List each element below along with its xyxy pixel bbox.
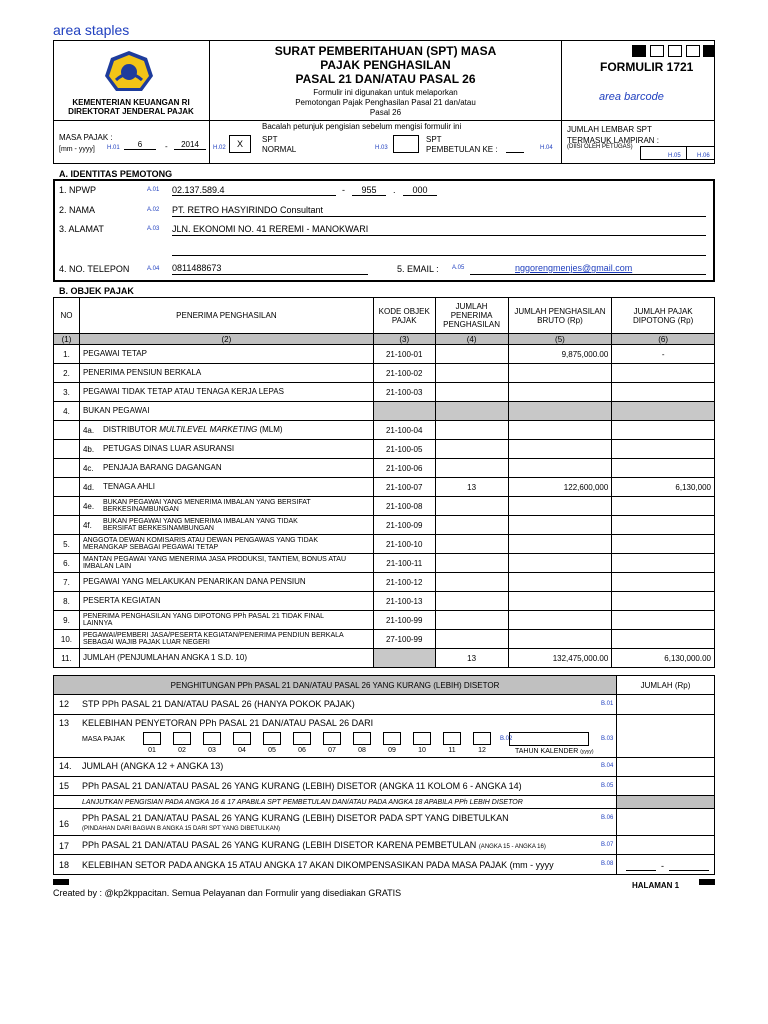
table-row — [54, 554, 715, 573]
row-label — [79, 421, 373, 440]
kode-objek-cell: 21-100-02 — [373, 364, 435, 383]
pajak-cell[interactable] — [612, 383, 715, 402]
npwp-sep1: - — [342, 185, 345, 195]
row-name: PENJAJA BARANG DAGANGAN — [102, 463, 222, 472]
telepon-label: 4. NO. TELEPON — [59, 264, 130, 274]
jumlah-penerima-cell[interactable] — [435, 345, 508, 364]
calc-header: PENGHITUNGAN PPh PASAL 21 DAN/ATAU PASAL 26 YANG KURANG (LEBIH) DISETOR — [53, 675, 617, 695]
jumlah-penerima-cell[interactable] — [435, 630, 508, 649]
table-row — [54, 573, 715, 592]
row13-no: 13 — [59, 718, 70, 728]
telepon-field[interactable]: 0811488673 — [172, 263, 368, 275]
bruto-cell[interactable]: 132,475,000.00 — [508, 649, 612, 668]
row16-no: 16 — [59, 819, 70, 829]
ministry-name: KEMENTERIAN KEUANGAN RI DIREKTORAT JENDERAL PAJAK — [68, 98, 194, 116]
row-number — [54, 478, 80, 497]
page-title: SURAT PEMBERITAHUAN (SPT) MASA PAJAK PENGHASILAN PASAL 21 DAN/ATAU PASAL 26 — [274, 44, 497, 86]
row13-masa-label: MASA PAJAK — [82, 736, 126, 743]
calc-section — [53, 675, 715, 875]
row-sub-number: 4f. — [82, 520, 92, 530]
jumlah-penerima-cell[interactable]: 13 — [435, 478, 508, 497]
npwp-part2[interactable]: 955 — [352, 185, 386, 196]
month-checkbox[interactable] — [353, 732, 371, 745]
table-row — [54, 383, 715, 402]
row-number — [54, 497, 80, 516]
month-checkbox[interactable] — [293, 732, 311, 745]
month-checkbox[interactable] — [173, 732, 191, 745]
kode-objek-cell: 21-100-12 — [373, 573, 435, 592]
table-row — [54, 421, 715, 440]
row14-text: JUMLAH (ANGKA 12 + ANGKA 13) — [82, 761, 224, 771]
row-name: PEGAWAI YANG MELAKUKAN PENARIKAN DANA PENSIUN — [82, 577, 306, 586]
code-a03: A.03 — [147, 226, 160, 232]
code-h06: H.06 — [697, 153, 710, 159]
bruto-cell[interactable] — [508, 592, 612, 611]
kode-objek-cell — [373, 649, 435, 668]
pajak-cell[interactable] — [612, 440, 715, 459]
spt-pembetulan-label: SPT PEMBETULAN KE : — [426, 135, 498, 154]
jumlah-penerima-cell[interactable] — [435, 573, 508, 592]
colnum: (1) — [54, 334, 80, 345]
bruto-cell[interactable] — [508, 611, 612, 630]
lampiran-label: JUMLAH LEMBAR SPT TERMASUK LAMPIRAN : — [567, 125, 660, 145]
colnum: (3) — [373, 334, 435, 345]
pajak-cell[interactable] — [612, 573, 715, 592]
row-number: 9. — [54, 611, 80, 630]
row-sub-number: 4d. — [82, 482, 95, 492]
npwp-part1[interactable]: 02.137.589.4 — [172, 185, 336, 196]
table-row — [54, 611, 715, 630]
header-jumlah-penerima: JUMLAH PENERIMA PENGHASILAN — [435, 298, 508, 334]
row-sub-number: 4c. — [82, 463, 94, 473]
pajak-cell[interactable] — [612, 421, 715, 440]
row-label — [79, 535, 373, 554]
row-sub-number: 4e. — [82, 501, 95, 511]
lampiran-note: (DIISI OLEH PETUGAS) — [567, 144, 633, 150]
jumlah-penerima-cell[interactable] — [435, 535, 508, 554]
code-a02: A.02 — [147, 207, 160, 213]
table-row — [54, 345, 715, 364]
bruto-cell[interactable] — [508, 554, 612, 573]
table-row — [54, 478, 715, 497]
colnum: (6) — [612, 334, 715, 345]
pajak-cell[interactable]: 6,130,000 — [612, 478, 715, 497]
jumlah-penerima-cell[interactable]: 13 — [435, 649, 508, 668]
bruto-cell[interactable] — [508, 383, 612, 402]
row-number: 2. — [54, 364, 80, 383]
row-name: PEGAWAI TIDAK TETAP ATAU TENAGA KERJA LEPAS — [82, 387, 284, 396]
row-name: TENAGA AHLI — [102, 482, 155, 491]
code-h04: H.04 — [540, 145, 553, 151]
bruto-cell[interactable]: 9,875,000.00 — [508, 345, 612, 364]
bruto-cell[interactable] — [508, 516, 612, 535]
masa-year-field[interactable]: 2014 — [174, 140, 206, 150]
row14-no: 14. — [59, 761, 72, 771]
bruto-cell[interactable] — [508, 421, 612, 440]
month-checkbox[interactable] — [233, 732, 251, 745]
kode-objek-cell: 21-100-07 — [373, 478, 435, 497]
bruto-cell[interactable] — [508, 535, 612, 554]
month-checkbox[interactable] — [323, 732, 341, 745]
code-b02: B.02 — [500, 736, 513, 742]
footer-marker-right — [699, 879, 715, 885]
row-label — [79, 554, 373, 573]
row18-no: 18 — [59, 860, 70, 870]
row-name: PENERIMA PENGHASILAN YANG DIPOTONG PPh PASAL 21 TIDAK FINAL LAINNYA — [82, 613, 324, 627]
kode-objek-cell: 21-100-11 — [373, 554, 435, 573]
row18-text: KELEBIHAN SETOR PADA ANGKA 15 ATAU ANGKA 17 AKAN DIKOMPENSASIKAN PADA MASA PAJAK (mm - yyyy — [82, 860, 554, 870]
kode-objek-cell: 21-100-99 — [373, 611, 435, 630]
marker-block — [632, 45, 646, 57]
kode-objek-cell: 21-100-13 — [373, 592, 435, 611]
masa-pajak-label: MASA PAJAK : — [59, 133, 113, 142]
row-name: ANGGOTA DEWAN KOMISARIS ATAU DEWAN PENGAWAS YANG TIDAK MERANGKAP SEBAGAI PEGAWAI TETAP — [82, 537, 319, 551]
row-name: DISTRIBUTOR MULTILEVEL MARKETING (MLM) — [102, 425, 283, 434]
pajak-cell[interactable]: 6,130,000.00 — [612, 649, 715, 668]
code-b06: B.06 — [601, 815, 614, 821]
row-label — [79, 630, 373, 649]
month-label: 01 — [148, 747, 156, 754]
row-name: PESERTA KEGIATAN — [82, 596, 161, 605]
table-row — [54, 630, 715, 649]
row-number: 6. — [54, 554, 80, 573]
jumlah-penerima-cell[interactable] — [435, 421, 508, 440]
amount-header: JUMLAH (Rp) — [616, 675, 715, 695]
tahun-kalender-label: TAHUN KALENDER (yyyy) — [515, 748, 594, 755]
row-label — [79, 478, 373, 497]
section-a-title: A. IDENTITAS PEMOTONG — [59, 169, 173, 179]
kode-objek-cell — [373, 402, 435, 421]
row12-no: 12 — [59, 699, 70, 709]
section-b-title: B. OBJEK PAJAK — [59, 286, 134, 296]
month-checkbox[interactable] — [473, 732, 491, 745]
colnum: (5) — [508, 334, 612, 345]
row-label — [79, 497, 373, 516]
bruto-cell[interactable] — [508, 440, 612, 459]
table-row — [54, 402, 715, 421]
row-number: 5. — [54, 535, 80, 554]
code-a05: A.05 — [452, 265, 465, 271]
header-penerima: PENERIMA PENGHASILAN — [79, 298, 373, 334]
row-label — [79, 649, 373, 668]
row12-text: STP PPh PASAL 21 DAN/ATAU PASAL 26 (HANYA POKOK PAJAK) — [82, 699, 355, 709]
row-number — [54, 440, 80, 459]
footer-marker-left — [53, 879, 69, 885]
pajak-cell[interactable] — [612, 611, 715, 630]
kode-objek-cell: 21-100-06 — [373, 459, 435, 478]
kompensasi-dash: - — [661, 861, 664, 871]
colnum: (2) — [79, 334, 373, 345]
bruto-cell[interactable] — [508, 497, 612, 516]
row17-text: PPh PASAL 21 DAN/ATAU PASAL 26 YANG KURANG (LEBIH DISETOR KARENA PEMBETULAN (ANGKA 15 - ANGKA 16) — [82, 840, 546, 850]
kode-objek-cell: 21-100-05 — [373, 440, 435, 459]
row-label — [79, 383, 373, 402]
row-label — [79, 592, 373, 611]
npwp-part3[interactable]: 000 — [403, 185, 437, 196]
row-label — [79, 516, 373, 535]
bruto-cell[interactable] — [508, 364, 612, 383]
month-label: 07 — [328, 747, 336, 754]
table-row — [54, 440, 715, 459]
jumlah-penerima-cell[interactable] — [435, 497, 508, 516]
row-name: JUMLAH (PENJUMLAHAN ANGKA 1 S.D. 10) — [82, 653, 247, 662]
kode-objek-cell: 21-100-08 — [373, 497, 435, 516]
row-label — [79, 402, 373, 421]
month-label: 04 — [238, 747, 246, 754]
pajak-cell[interactable] — [612, 497, 715, 516]
row-number: 10. — [54, 630, 80, 649]
row-name: PEGAWAI TETAP — [82, 349, 147, 358]
month-label: 10 — [418, 747, 426, 754]
alamat-label: 3. ALAMAT — [59, 224, 104, 234]
row-name: BUKAN PEGAWAI YANG MENERIMA IMBALAN YANG TIDAK BERSIFAT BERKESINAMBUNGAN — [102, 518, 298, 532]
spt-normal-label: SPT NORMAL — [262, 135, 297, 154]
masa-pajak-format: [mm - yyyy] — [59, 146, 95, 153]
tahun-kalender-field[interactable] — [509, 732, 589, 746]
row-name: BUKAN PEGAWAI — [82, 406, 150, 415]
row-label — [79, 459, 373, 478]
row-number: 3. — [54, 383, 80, 402]
alamat-field-line2[interactable] — [172, 244, 706, 256]
jumlah-penerima-cell[interactable] — [435, 364, 508, 383]
table-row — [54, 364, 715, 383]
spt-pembetulan-checkbox[interactable] — [393, 135, 419, 153]
table-row — [54, 649, 715, 668]
row16-text: PPh PASAL 21 DAN/ATAU PASAL 26 YANG KURANG (LEBIH) DISETOR PADA SPT YANG DIBETULKAN — [82, 813, 509, 823]
instructions-text: Bacalah petunjuk pengisian sebelum mengisi formulir ini — [262, 122, 462, 131]
month-checkbox[interactable] — [443, 732, 461, 745]
row-label — [79, 364, 373, 383]
bruto-cell[interactable]: 122,600,000 — [508, 478, 612, 497]
code-h03: H.03 — [375, 145, 388, 151]
row-label — [79, 440, 373, 459]
row-name: PEGAWAI/PEMBERI JASA/PESERTA KEGIATAN/PENERIMA PENDIUN BERKALA SEBAGAI WAJIB PAJAK LUAR NEGERI — [82, 632, 344, 646]
footer-credit: Created by : @kp2kppacitan. Semua Pelayanan dan Formulir yang disediakan GRATIS — [53, 888, 402, 898]
kompensasi-month-field[interactable] — [626, 870, 656, 871]
table-row — [54, 459, 715, 478]
month-checkbox[interactable] — [263, 732, 281, 745]
jumlah-penerima-cell[interactable] — [435, 516, 508, 535]
nama-field[interactable]: PT. RETRO HASYIRINDO Consultant — [172, 205, 706, 217]
row-name: MANTAN PEGAWAI YANG MENERIMA JASA PRODUKSI, TANTIEM, BONUS ATAU IMBALAN LAIN — [82, 556, 347, 570]
email-label: 5. EMAIL : — [397, 264, 439, 274]
pajak-cell[interactable] — [612, 459, 715, 478]
code-a04: A.04 — [147, 266, 160, 272]
header-bruto: JUMLAH PENGHASILAN BRUTO (Rp) — [508, 298, 612, 334]
row-number — [54, 421, 80, 440]
kode-objek-cell: 21-100-09 — [373, 516, 435, 535]
pajak-cell[interactable] — [612, 402, 715, 421]
code-b04: B.04 — [601, 763, 614, 769]
row17-no: 17 — [59, 841, 70, 851]
code-b05: B.05 — [601, 783, 614, 789]
pajak-cell[interactable] — [612, 592, 715, 611]
row13-text: KELEBIHAN PENYETORAN PPh PASAL 21 DAN/ATAU PASAL 26 DARI — [82, 718, 374, 728]
table-row — [54, 535, 715, 554]
jumlah-penerima-cell[interactable] — [435, 554, 508, 573]
code-b07: B.07 — [601, 842, 614, 848]
row-label — [79, 573, 373, 592]
code-b03: B.03 — [601, 736, 614, 742]
continuation-note: LANJUTKAN PENGISIAN PADA ANGKA 16 & 17 APABILA SPT PEMBETULAN DAN/ATAU PADA ANGKA 18 APABILA PPh LEBIH DISETOR — [82, 799, 523, 806]
jumlah-penerima-cell[interactable] — [435, 459, 508, 478]
jumlah-penerima-cell[interactable] — [435, 611, 508, 630]
pajak-cell[interactable] — [612, 516, 715, 535]
row-number: 4. — [54, 402, 80, 421]
row-number: 7. — [54, 573, 80, 592]
bruto-cell[interactable] — [508, 402, 612, 421]
month-checkbox[interactable] — [203, 732, 221, 745]
table-row — [54, 497, 715, 516]
row-number: 11. — [54, 649, 80, 668]
table-row — [54, 516, 715, 535]
pajak-cell[interactable] — [612, 535, 715, 554]
kompensasi-year-field[interactable] — [669, 870, 709, 871]
code-b08: B.08 — [601, 861, 614, 867]
kode-objek-cell: 21-100-01 — [373, 345, 435, 364]
month-label: 02 — [178, 747, 186, 754]
header-pajak: JUMLAH PAJAK DIPOTONG (Rp) — [612, 298, 715, 334]
code-b01: B.01 — [601, 701, 614, 707]
pajak-cell[interactable]: - — [612, 345, 715, 364]
row15-no: 15 — [59, 781, 70, 791]
row-name: PETUGAS DINAS LUAR ASURANSI — [102, 444, 235, 453]
row16-subtext: (PINDAHAN DARI BAGIAN B ANGKA 15 DARI SPT YANG DIBETULKAN) — [82, 826, 281, 832]
month-checkbox[interactable] — [143, 732, 161, 745]
npwp-sep2: . — [393, 185, 396, 195]
note-shade — [617, 796, 714, 808]
bruto-cell[interactable] — [508, 459, 612, 478]
jumlah-penerima-cell[interactable] — [435, 402, 508, 421]
row-number — [54, 459, 80, 478]
header-no: NO — [54, 298, 80, 334]
code-h05: H.05 — [668, 153, 681, 159]
month-label: 09 — [388, 747, 396, 754]
pajak-cell[interactable] — [612, 364, 715, 383]
page-number: HALAMAN 1 — [632, 881, 680, 890]
row-number — [54, 516, 80, 535]
month-label: 11 — [448, 747, 456, 754]
month-checkbox[interactable] — [413, 732, 431, 745]
form-number: FORMULIR 1721 — [600, 60, 694, 74]
area-barcode-label: area barcode — [599, 91, 664, 103]
row-number: 1. — [54, 345, 80, 364]
ministry-logo — [98, 50, 160, 94]
code-h02: H.02 — [213, 145, 226, 151]
bruto-cell[interactable] — [508, 630, 612, 649]
header-kode: KODE OBJEK PAJAK — [373, 298, 435, 334]
kode-objek-cell: 21-100-10 — [373, 535, 435, 554]
alamat-field[interactable]: JLN. EKONOMI NO. 41 REREMI - MANOKWARI — [172, 224, 706, 236]
area-staples-label: area staples — [53, 22, 130, 38]
row-sub-number: 4b. — [82, 444, 95, 454]
kode-objek-cell: 27-100-99 — [373, 630, 435, 649]
nama-label: 2. NAMA — [59, 205, 96, 215]
colnum: (4) — [435, 334, 508, 345]
pajak-cell[interactable] — [612, 630, 715, 649]
objek-pajak-table — [53, 297, 715, 668]
kode-objek-cell: 21-100-04 — [373, 421, 435, 440]
month-label: 03 — [208, 747, 216, 754]
jumlah-penerima-cell[interactable] — [435, 592, 508, 611]
code-h01: H.01 — [107, 145, 120, 151]
row15-text: PPh PASAL 21 DAN/ATAU PASAL 26 YANG KURANG (LEBIH) DISETOR (ANGKA 11 KOLOM 6 - ANGKA 14) — [82, 781, 522, 791]
row-label — [79, 611, 373, 630]
month-checkbox[interactable] — [383, 732, 401, 745]
kode-objek-cell: 21-100-03 — [373, 383, 435, 402]
pajak-cell[interactable] — [612, 554, 715, 573]
spt-normal-checkbox[interactable]: X — [229, 135, 251, 153]
row-sub-number: 4a. — [82, 425, 95, 435]
jumlah-penerima-cell[interactable] — [435, 383, 508, 402]
row-number: 8. — [54, 592, 80, 611]
jumlah-penerima-cell[interactable] — [435, 440, 508, 459]
masa-month-field[interactable]: 6 — [124, 140, 156, 150]
month-label: 05 — [268, 747, 276, 754]
month-label: 06 — [298, 747, 306, 754]
table-row — [54, 592, 715, 611]
pembetulan-ke-field[interactable] — [506, 152, 524, 153]
npwp-label: 1. NPWP — [59, 185, 97, 195]
row-name: PENERIMA PENSIUN BERKALA — [82, 368, 202, 377]
month-label: 08 — [358, 747, 366, 754]
month-boxes — [143, 732, 503, 758]
email-field[interactable]: nggorengmenjes@gmail.com — [470, 263, 706, 275]
form-description: Formulir ini digunakan untuk melaporkan Pemotongan Pajak Penghasilan Pasal 21 dan/atau Pasal 26 — [295, 88, 476, 117]
row-label — [79, 345, 373, 364]
bruto-cell[interactable] — [508, 573, 612, 592]
row-name: BUKAN PEGAWAI YANG MENERIMA IMBALAN YANG BERSIFAT BERKESINAMBUNGAN — [102, 499, 311, 513]
month-label: 12 — [478, 747, 486, 754]
masa-dash: - — [165, 142, 168, 151]
code-a01: A.01 — [147, 187, 160, 193]
